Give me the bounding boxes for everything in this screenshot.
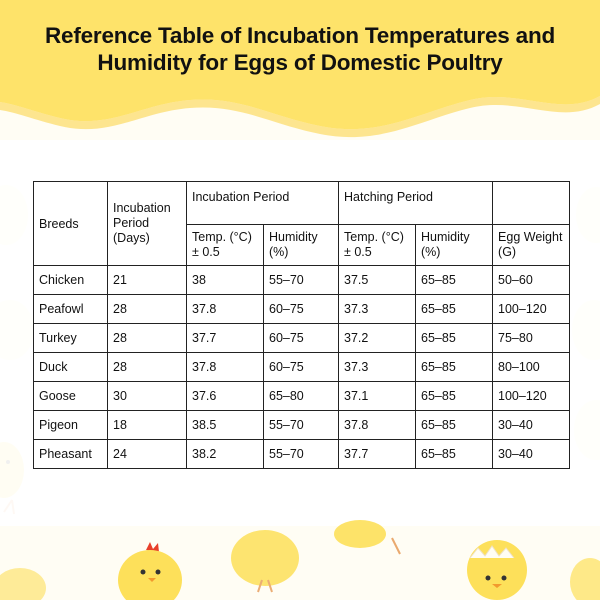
cell-hatch-temp: 37.8 <box>339 411 416 440</box>
page-title <box>0 22 600 76</box>
cell-breed: Pheasant <box>34 440 108 469</box>
cell-inc-humidity: 55–70 <box>264 440 339 469</box>
cell-inc-humidity: 60–75 <box>264 295 339 324</box>
cell-days: 21 <box>108 266 187 295</box>
header-breeds: Breeds <box>34 182 108 266</box>
title-line-1: Reference Table of Incubation Temperatures and <box>44 23 556 48</box>
cell-hatch-humidity: 65–85 <box>416 353 493 382</box>
cell-inc-temp: 37.7 <box>187 324 264 353</box>
chick-center-left <box>118 542 182 600</box>
cell-hatch-humidity: 65–85 <box>416 411 493 440</box>
chick-in-eggshell <box>467 540 527 600</box>
cell-days: 30 <box>108 382 187 411</box>
header-incubation-temp: Temp. (°C) ± 0.5 <box>187 225 264 266</box>
cell-breed: Peafowl <box>34 295 108 324</box>
table-row <box>34 266 570 295</box>
cell-hatch-temp: 37.5 <box>339 266 416 295</box>
cell-hatch-temp: 37.7 <box>339 440 416 469</box>
cell-hatch-humidity: 65–85 <box>416 266 493 295</box>
header-incubation-humidity: Humidity (%) <box>264 225 339 266</box>
header-egg-weight: Egg Weight (G) <box>493 225 570 266</box>
cell-hatch-humidity: 65–85 <box>416 324 493 353</box>
cell-hatch-humidity: 65–85 <box>416 295 493 324</box>
cell-breed: Goose <box>34 382 108 411</box>
chick-right <box>334 520 400 554</box>
cell-days: 28 <box>108 324 187 353</box>
cell-egg-weight: 75–80 <box>493 324 570 353</box>
header-empty <box>493 182 570 225</box>
cell-days: 28 <box>108 295 187 324</box>
table-header-row <box>34 182 570 225</box>
chick-center <box>231 530 299 592</box>
chick-far-right <box>570 558 600 600</box>
cell-hatch-temp: 37.1 <box>339 382 416 411</box>
cell-inc-humidity: 60–75 <box>264 324 339 353</box>
table-body <box>34 266 570 469</box>
cell-breed: Turkey <box>34 324 108 353</box>
table-row <box>34 324 570 353</box>
cell-days: 24 <box>108 440 187 469</box>
cell-inc-temp: 38 <box>187 266 264 295</box>
cell-inc-temp: 38.5 <box>187 411 264 440</box>
header-hatching-humidity: Humidity (%) <box>416 225 493 266</box>
table-row <box>34 295 570 324</box>
bottom-chicks <box>0 520 600 600</box>
table-row <box>34 353 570 382</box>
cell-hatch-temp: 37.3 <box>339 353 416 382</box>
cell-inc-humidity: 65–80 <box>264 382 339 411</box>
cell-hatch-temp: 37.2 <box>339 324 416 353</box>
cell-egg-weight: 50–60 <box>493 266 570 295</box>
cell-inc-humidity: 55–70 <box>264 411 339 440</box>
cell-breed: Pigeon <box>34 411 108 440</box>
cell-egg-weight: 100–120 <box>493 382 570 411</box>
chick-far-left <box>0 568 46 600</box>
cell-days: 18 <box>108 411 187 440</box>
cell-inc-temp: 37.8 <box>187 295 264 324</box>
cell-hatch-humidity: 65–85 <box>416 382 493 411</box>
cell-breed: Duck <box>34 353 108 382</box>
cell-inc-temp: 37.8 <box>187 353 264 382</box>
table-row <box>34 440 570 469</box>
cell-egg-weight: 80–100 <box>493 353 570 382</box>
cell-hatch-temp: 37.3 <box>339 295 416 324</box>
incubation-table <box>33 181 570 469</box>
table-row <box>34 382 570 411</box>
cell-egg-weight: 30–40 <box>493 411 570 440</box>
header-group-hatching: Hatching Period <box>339 182 493 225</box>
cell-inc-humidity: 60–75 <box>264 353 339 382</box>
header-incubation-period-days: Incubation Period (Days) <box>108 182 187 266</box>
header-hatching-temp: Temp. (°C) ± 0.5 <box>339 225 416 266</box>
cell-inc-temp: 37.6 <box>187 382 264 411</box>
cell-breed: Chicken <box>34 266 108 295</box>
cell-hatch-humidity: 65–85 <box>416 440 493 469</box>
cell-inc-temp: 38.2 <box>187 440 264 469</box>
title-line-2: Humidity for Eggs of Domestic Poultry <box>97 50 503 75</box>
cell-egg-weight: 100–120 <box>493 295 570 324</box>
cell-egg-weight: 30–40 <box>493 440 570 469</box>
cell-inc-humidity: 55–70 <box>264 266 339 295</box>
header-group-incubation: Incubation Period <box>187 182 339 225</box>
cell-days: 28 <box>108 353 187 382</box>
table-row <box>34 411 570 440</box>
